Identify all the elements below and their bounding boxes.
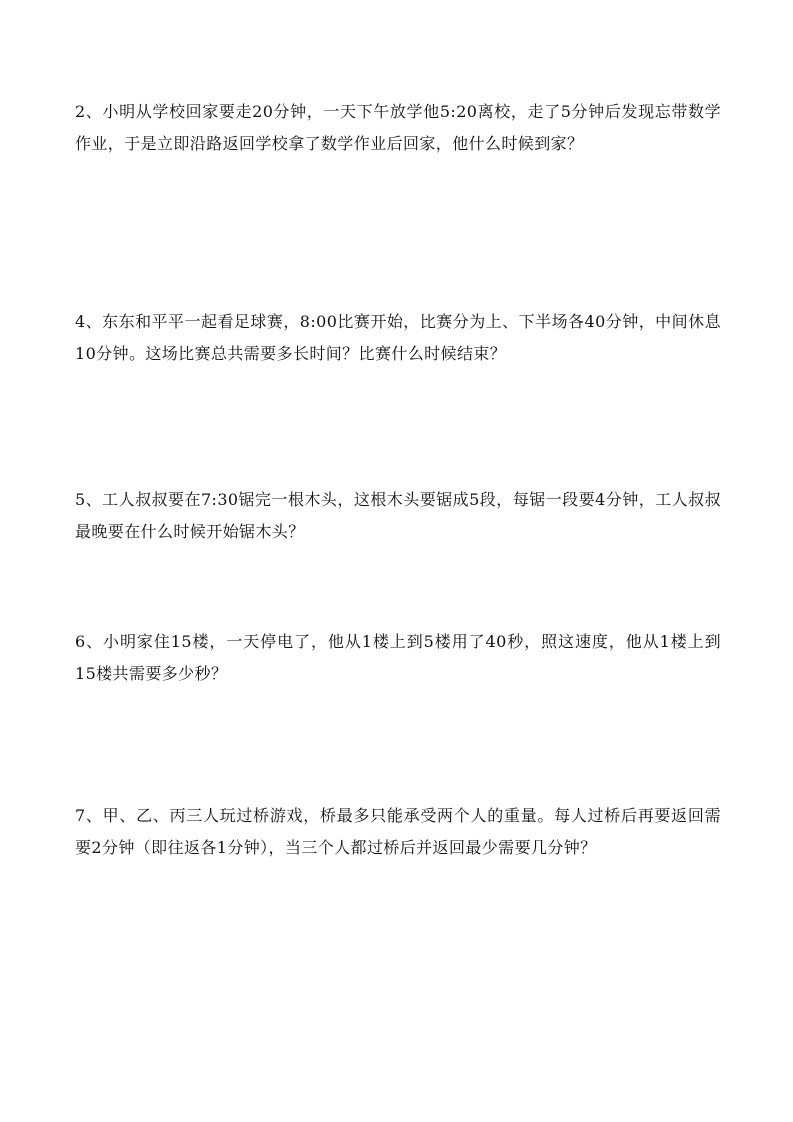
question-4: 4、东东和平平一起看足球赛，8:00比赛开始，比赛分为上、下半场各40分钟，中间休息10分钟。这场比赛总共需要多长时间？比赛什么时候结束？	[75, 312, 721, 363]
question-6: 6、小明家住15楼，一天停电了，他从1楼上到5楼用了40秒，照这速度，他从1楼上到15楼共需要多少秒？	[75, 632, 721, 683]
question-7: 7、甲、乙、丙三人玩过桥游戏，桥最多只能承受两个人的重量。每人过桥后再要返回需要2分钟（即往返各1分钟），当三个人都过桥后并返回最少需要几分钟？	[75, 806, 721, 857]
question-2: 2、小明从学校回家要走20分钟，一天下午放学他5:20离校，走了5分钟后发现忘带数学作业，于是立即沿路返回学校拿了数学作业后回家，他什么时候到家？	[75, 102, 721, 153]
question-5: 5、工人叔叔要在7:30锯完一根木头，这根木头要锯成5段，每锯一段要4分钟，工人叔叔最晚要在什么时候开始锯木头？	[75, 490, 721, 541]
